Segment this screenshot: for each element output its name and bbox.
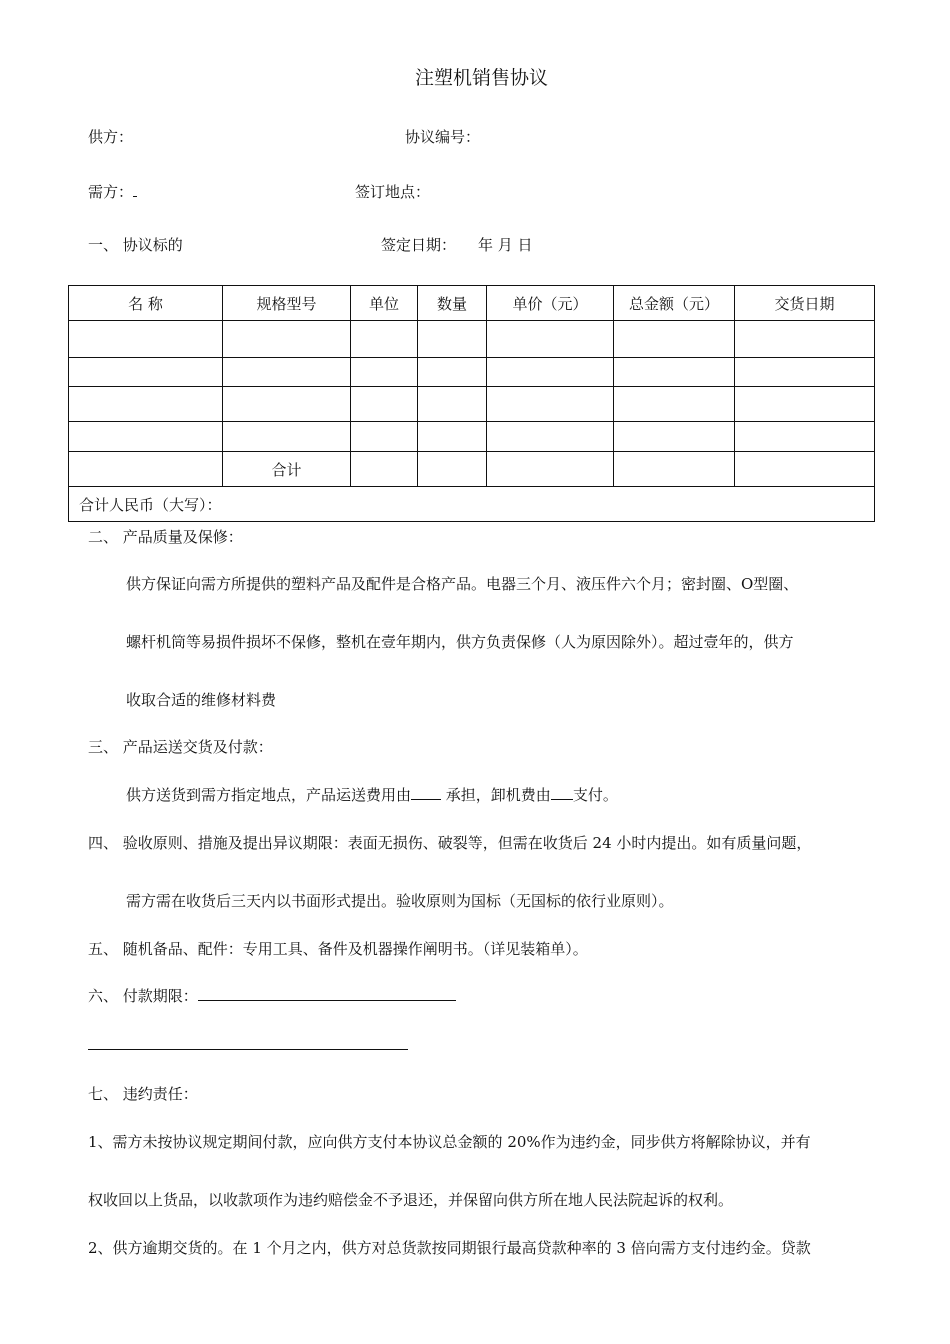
section-5: 五、 随机备品、配件：专用工具、备件及机器操作阐明书。（详见装箱单）。 xyxy=(88,940,588,958)
table-cell[interactable] xyxy=(614,422,735,452)
table-row xyxy=(69,387,875,422)
subtotal-label: 合计 xyxy=(223,452,351,487)
table-cell[interactable] xyxy=(69,321,223,358)
table-cell[interactable] xyxy=(735,422,875,452)
table-cell[interactable] xyxy=(69,358,223,387)
table-cell[interactable] xyxy=(735,321,875,358)
table-cell[interactable] xyxy=(735,358,875,387)
section-4-line-2: 需方需在收货后三天内以书面形式提出。验收原则为国标（无国标的依行业原则）。 xyxy=(126,892,674,910)
buyer-blank[interactable] xyxy=(133,182,137,197)
total-rmb-label: 合计人民币（大写）： xyxy=(69,487,875,522)
col-header-price: 单价（元） xyxy=(487,286,614,321)
section-2-line-2: 螺杆机筒等易损件损坏不保修，整机在壹年期内，供方负责保修（人为原因除外）。超过壹年的，供方 xyxy=(126,633,794,651)
col-header-delivery: 交货日期 xyxy=(735,286,875,321)
table-cell[interactable] xyxy=(614,452,735,487)
section-1-title: 一、 协议标的 xyxy=(88,236,183,254)
table-cell[interactable] xyxy=(487,358,614,387)
sign-date-label: 签定日期： xyxy=(381,236,457,254)
buyer-label-text: 需方： xyxy=(88,183,134,201)
col-header-qty: 数量 xyxy=(418,286,487,321)
section-3-text xyxy=(126,784,618,805)
table-total-rmb-row xyxy=(69,487,875,522)
supplier-label: 供方： xyxy=(88,128,134,146)
blank-line[interactable] xyxy=(88,1049,408,1050)
sign-date-value: 年 月 日 xyxy=(478,236,533,254)
table-cell[interactable] xyxy=(223,321,351,358)
payment-term-blank[interactable] xyxy=(198,986,456,1001)
table-cell[interactable] xyxy=(735,452,875,487)
section-3-part-3: 支付。 xyxy=(572,786,618,804)
agreement-number-label: 协议编号： xyxy=(405,128,481,146)
table-row xyxy=(69,321,875,358)
table-cell[interactable] xyxy=(418,422,487,452)
section-2-line-1: 供方保证向需方所提供的塑料产品及配件是合格产品。电器三个月、液压件六个月；密封圈、O型圈、 xyxy=(126,575,799,593)
buyer-label xyxy=(88,181,137,202)
table-cell[interactable] xyxy=(487,321,614,358)
section-3-part-1: 供方送货到需方指定地点，产品运送费用由 xyxy=(126,786,412,804)
table-cell[interactable] xyxy=(351,358,418,387)
page-title: 注塑机销售协议 xyxy=(415,67,549,89)
payment-term-label: 六、 付款期限： xyxy=(88,987,198,1005)
table-cell[interactable] xyxy=(351,452,418,487)
section-2-line-3: 收取合适的维修材料费 xyxy=(126,691,277,709)
table-row xyxy=(69,422,875,452)
section-7-title: 七、 违约责任： xyxy=(88,1085,198,1103)
table-cell[interactable] xyxy=(614,321,735,358)
table-header-row xyxy=(69,286,875,321)
col-header-unit: 单位 xyxy=(351,286,418,321)
section-7-clause-2-line-1: 2、供方逾期交货的。在 1 个月之内，供方对总货款按同期银行最高贷款种率的 3 倍向需方支付违约金。贷款 xyxy=(88,1239,811,1257)
section-4-line-1: 四、 验收原则、措施及提出异议期限：表面无损伤、破裂等，但需在收货后 24 小时内提出。如有质量问题， xyxy=(88,834,812,852)
table-cell[interactable] xyxy=(487,422,614,452)
section-7-clause-1-line-1: 1、需方未按协议规定期间付款，应向供方支付本协议总金额的 20%作为违约金，同步供方将解除协议，并有 xyxy=(88,1133,811,1151)
table-cell[interactable] xyxy=(487,387,614,422)
unloading-payer-blank[interactable] xyxy=(551,785,573,800)
section-2-title: 二、 产品质量及保修： xyxy=(88,528,243,546)
table-cell[interactable] xyxy=(351,321,418,358)
col-header-spec: 规格型号 xyxy=(223,286,351,321)
col-header-amount: 总金额（元） xyxy=(614,286,735,321)
table-cell[interactable] xyxy=(69,422,223,452)
freight-payer-blank[interactable] xyxy=(411,785,441,800)
items-table xyxy=(68,285,875,522)
table-cell[interactable] xyxy=(69,387,223,422)
table-cell[interactable] xyxy=(418,452,487,487)
table-cell[interactable] xyxy=(351,387,418,422)
table-cell[interactable] xyxy=(418,358,487,387)
table-cell[interactable] xyxy=(418,321,487,358)
table-cell[interactable] xyxy=(614,358,735,387)
table-cell[interactable] xyxy=(614,387,735,422)
section-6 xyxy=(88,985,456,1006)
table-cell[interactable] xyxy=(418,387,487,422)
table-cell[interactable] xyxy=(351,422,418,452)
sign-place-label: 签订地点： xyxy=(355,183,431,201)
table-cell[interactable] xyxy=(487,452,614,487)
table-cell[interactable] xyxy=(69,452,223,487)
table-cell[interactable] xyxy=(735,387,875,422)
section-3-part-2: 承担，卸机费由 xyxy=(445,786,551,804)
col-header-name: 名 称 xyxy=(69,286,223,321)
table-cell[interactable] xyxy=(223,422,351,452)
section-3-title: 三、 产品运送交货及付款： xyxy=(88,738,273,756)
table-cell[interactable] xyxy=(223,358,351,387)
table-cell[interactable] xyxy=(223,387,351,422)
table-row xyxy=(69,358,875,387)
table-subtotal-row xyxy=(69,452,875,487)
section-7-clause-1-line-2: 权收回以上货品，以收款项作为违约赔偿金不予退还，并保留向供方所在地人民法院起诉的权利。 xyxy=(88,1191,734,1209)
